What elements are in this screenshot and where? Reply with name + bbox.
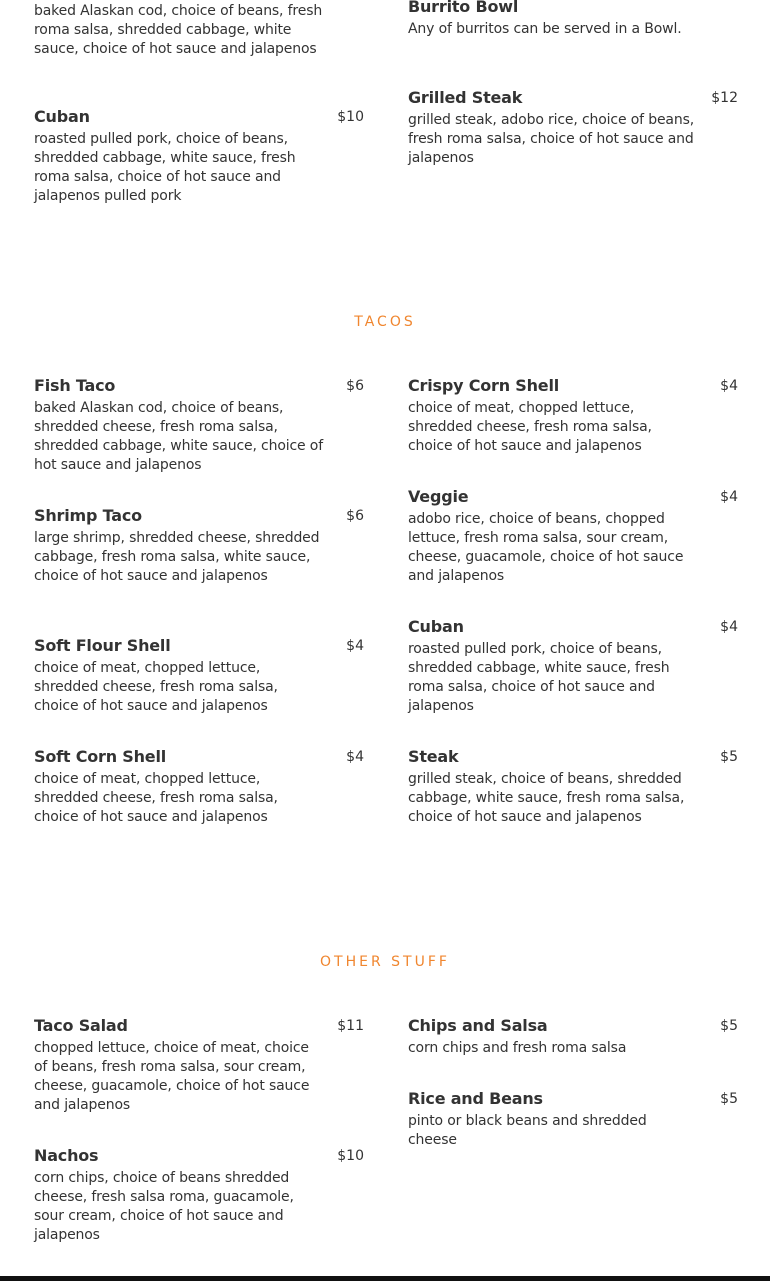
item-name: Grilled Steak <box>408 88 523 107</box>
item-description: roasted pulled pork, choice of beans, shredded cabbage, white sauce, fresh roma salsa, choice of hot sauce and jalapenos pulled pork <box>34 131 296 204</box>
item-description: Any of burritos can be served in a Bowl. <box>408 21 682 37</box>
item-name: Chips and Salsa <box>408 1016 548 1035</box>
item-price: $5 <box>720 1091 738 1107</box>
item-name: Cuban <box>408 617 464 636</box>
item-price: $12 <box>711 90 738 106</box>
item-price: $6 <box>346 508 364 524</box>
item-description: choice of meat, chopped lettuce, shredded cheese, fresh roma salsa, choice of hot sauce and jalapenos <box>34 660 278 714</box>
item-description: choice of meat, chopped lettuce, shredded cheese, fresh roma salsa, choice of hot sauce and jalapenos <box>34 771 278 825</box>
bottom-divider <box>0 1276 770 1281</box>
item-description: adobo rice, choice of beans, chopped lettuce, fresh roma salsa, sour cream, cheese, guacamole, choice of hot sauce and jalapenos <box>408 511 684 584</box>
item-price: $4 <box>346 749 364 765</box>
item-description: corn chips and fresh roma salsa <box>408 1040 627 1056</box>
item-description: corn chips, choice of beans shredded cheese, fresh salsa roma, guacamole, sour cream, choice of hot sauce and jalapenos <box>34 1170 294 1243</box>
item-name: Crispy Corn Shell <box>408 376 560 395</box>
item-price: $6 <box>346 378 364 394</box>
item-name: Steak <box>408 747 459 766</box>
item-description: large shrimp, shredded cheese, shredded cabbage, fresh roma salsa, white sauce, choice of hot sauce and jalapenos <box>34 530 320 584</box>
section-title-tacos: TACOS <box>354 314 416 330</box>
item-name: Taco Salad <box>34 1016 128 1035</box>
item-price: $5 <box>720 749 738 765</box>
item-name: Burrito Bowl <box>408 0 519 16</box>
item-price: $4 <box>720 489 738 505</box>
item-price: $4 <box>346 638 364 654</box>
item-price: $10 <box>337 109 364 125</box>
item-description: baked Alaskan cod, choice of beans, shredded cheese, fresh roma salsa, shredded cabbage, white sauce, choice of hot sauce and jalapenos <box>34 400 323 473</box>
item-description: grilled steak, choice of beans, shredded cabbage, white sauce, fresh roma salsa, choice of hot sauce and jalapenos <box>408 771 685 825</box>
item-description: baked Alaskan cod, choice of beans, fresh roma salsa, shredded cabbage, white sauce, choice of hot sauce and jalapenos <box>34 3 323 57</box>
item-description: roasted pulled pork, choice of beans, shredded cabbage, white sauce, fresh roma salsa, choice of hot sauce and jalapenos <box>408 641 670 714</box>
item-price: $5 <box>720 1018 738 1034</box>
item-name: Rice and Beans <box>408 1089 543 1108</box>
item-name: Veggie <box>408 487 469 506</box>
section-title-other-stuff: OTHER STUFF <box>320 954 450 970</box>
item-name: Soft Corn Shell <box>34 747 167 766</box>
item-name: Cuban <box>34 107 90 126</box>
item-name: Nachos <box>34 1146 99 1165</box>
item-description: pinto or black beans and shredded cheese <box>408 1113 647 1148</box>
item-price: $11 <box>337 1018 364 1034</box>
item-name: Fish Taco <box>34 376 116 395</box>
item-description: chopped lettuce, choice of meat, choice of beans, fresh roma salsa, sour cream, cheese, guacamole, choice of hot sauce and jalapenos <box>34 1040 310 1113</box>
item-price: $4 <box>720 378 738 394</box>
item-name: Soft Flour Shell <box>34 636 171 655</box>
item-description: grilled steak, adobo rice, choice of beans, fresh roma salsa, choice of hot sauce and jalapenos <box>408 112 695 166</box>
item-description: choice of meat, chopped lettuce, shredded cheese, fresh roma salsa, choice of hot sauce and jalapenos <box>408 400 652 454</box>
item-name: Shrimp Taco <box>34 506 142 525</box>
item-price: $10 <box>337 1148 364 1164</box>
item-price: $4 <box>720 619 738 635</box>
